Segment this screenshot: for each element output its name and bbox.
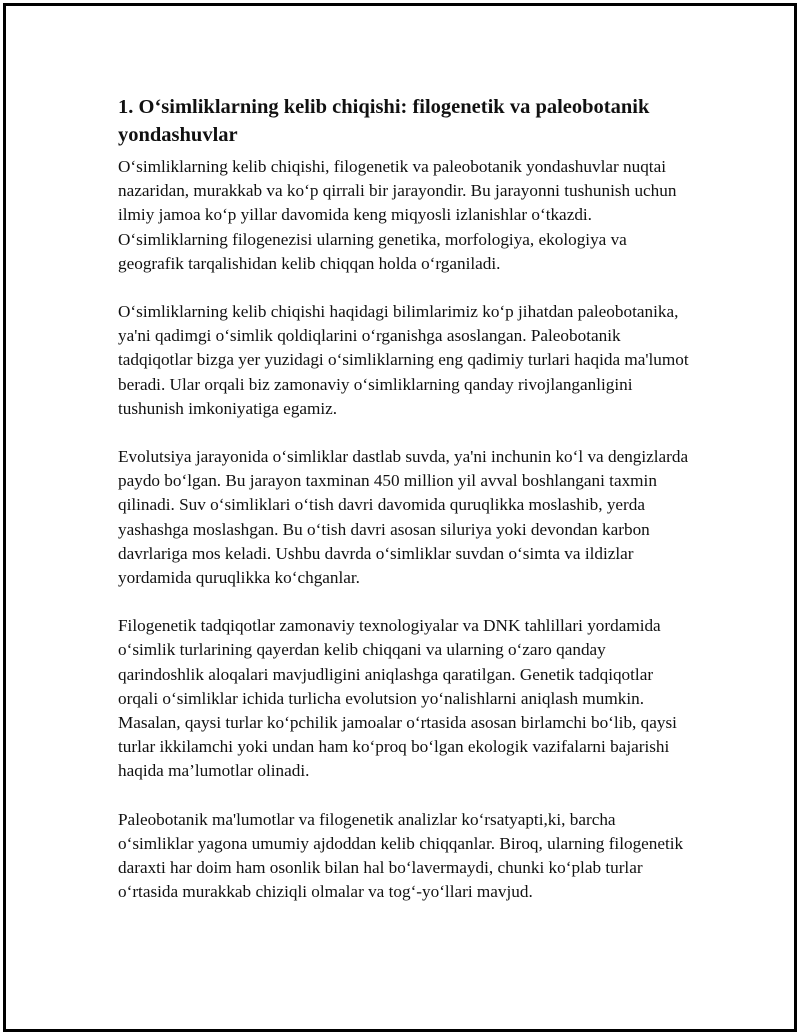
document-body <box>118 93 693 928</box>
paragraph-3: Evolutsiya jarayonida o‘simliklar dastlab suvda, ya'ni inchunin ko‘l va dengizlarda paydo bo‘lgan. Bu jarayon taxminan 450 million yil avval boshlangani taxmin qilinadi. Suv o‘simliklari o‘tish davri davomida quruqlikka moslashib, yerda yashashga moslashgan. Bu o‘tish davri asosan siluriya yoki devondan karbon davrlariga mos keladi. Ushbu davrda o‘simliklar suvdan o‘simta va ildizlar yordamida quruqlikka ko‘chganlar. <box>118 447 689 588</box>
paragraph-4: Filogenetik tadqiqotlar zamonaviy texnologiyalar va DNK tahlillari yordamida o‘simlik turlarining qayerdan kelib chiqqani va ularning o‘zaro qanday qarindoshlik aloqalari mavjudligini aniqlashga qaratilgan. Genetik tadqiqotlar orqali o‘simliklar ichida turlicha evolutsion yo‘nalishlarni aniqlash mumkin. Masalan, qaysi turlar ko‘pchilik jamoalar o‘rtasida asosan birlamchi bo‘lib, qaysi turlar ikkilamchi yoki undan ham ko‘proq bo‘lgan ekologik vazifalarni bajarishi haqida ma’lumotlar olinadi. <box>118 616 677 781</box>
paragraph-5: Paleobotanik ma'lumotlar va filogenetik analizlar ko‘rsatyapti,ki, barcha o‘simliklar yagona umumiy ajdoddan kelib chiqqanlar. Biroq, ularning filogenetik daraxti har doim ham osonlik bilan hal bo‘lavermaydi, chunki ko‘plab turlar o‘rtasida murakkab chiziqli olmalar va tog‘-yo‘llari mavjud. <box>118 809 684 902</box>
paragraph-1: O‘simliklarning kelib chiqishi, filogenetik va paleobotanik yondashuvlar nuqtai nazaridan, murakkab va ko‘p qirrali bir jarayondir. Bu jarayonni tushunish uchun ilmiy jamoa ko‘p yillar davomida keng miqyosli izlanishlar o‘tkazdi. O‘simliklarning filogenezisi ularning genetika, morfologiya, ekologiya va geografik tarqalishidan kelib chiqqan holda o‘rganiladi. <box>118 157 677 273</box>
section-heading: 1. O‘simliklarning kelib chiqishi: filogenetik va paleobotanik yondashuvlar <box>118 96 650 146</box>
paragraph-2: O‘simliklarning kelib chiqishi haqidagi bilimlarimiz ko‘p jihatdan paleobotanika, ya'ni qadimgi o‘simlik qoldiqlarini o‘rganishga asoslangan. Paleobotanik tadqiqotlar bizga yer yuzidagi o‘simliklarning eng qadimiy turlari haqida ma'lumot beradi. Ular orqali biz zamonaviy o‘simliklarning qanday rivojlanganligini tushunish imkoniyatiga egamiz. <box>118 302 689 418</box>
